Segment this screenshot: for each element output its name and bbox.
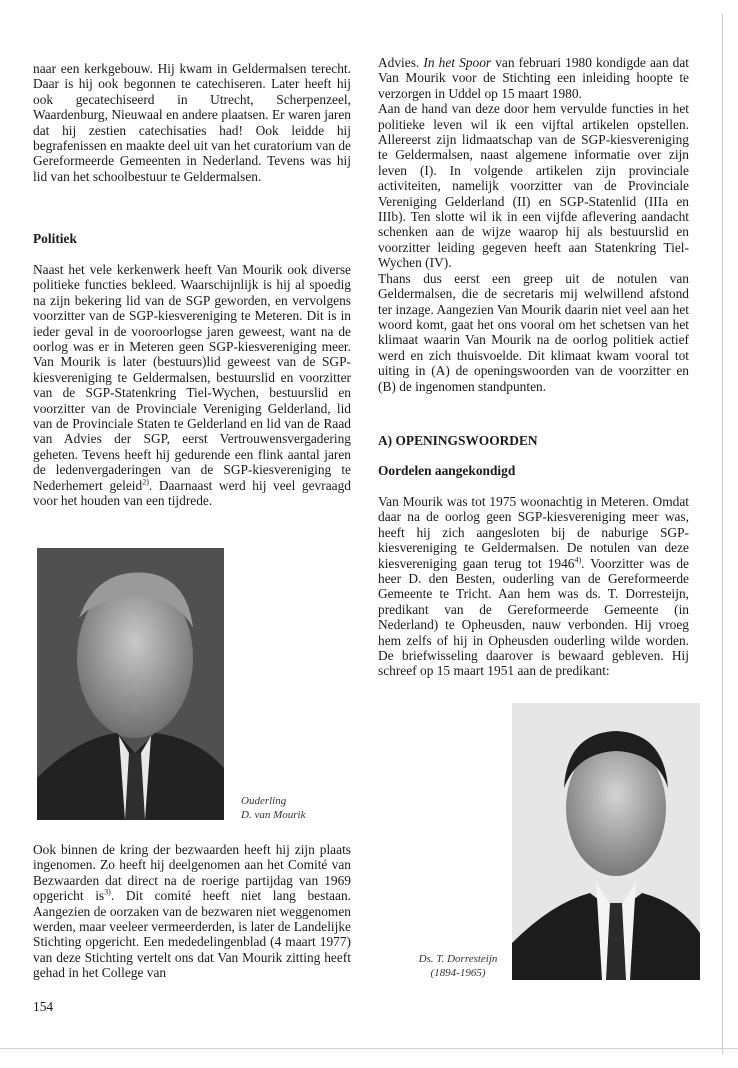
- left-comite-paragraph: Ook binnen de kring der bezwaarden heeft hij zijn plaats ingenomen. Zo heeft hij deelgenomen aan het Comité van Bezwaarden dat direct na de roerige partijdag van 1969 opgericht $is^{3)}$. Dit comité heeft niet lang bestaan. Aangezien de oorzaken van de bezwaren niet weggenomen werden, maar veeleer vermeerderden, is later de Landelijke Stichting opgericht. Een mededelingenblad (4 maart 1977) van deze Stichting vertelt ons dat Van Mourik zitting heeft gehad in het College van: [33, 842, 351, 981]
- left-politiek-paragraph: Naast het vele kerkenwerk heeft Van Mourik ook diverse politieke functies bekleed. Waarschijnlijk is hij al spoedig na zijn bekering lid van de SGP geworden, en vervolgens voorzitter van de SGP-kiesvereniging te Meteren. Dit is in ieder geval in de vooroorlogse jaren geweest, want na de oorlog was er in Meteren geen SGP-kiesvereniging meer. Van Mourik is later (bestuurs)lid geweest van de SGP-kiesvereniging te Geldermalsen, bestuurslid en voorzitter van de SGP-Statenkring Tiel-Wychen, bestuurslid en voorzitter van de Provinciale Vereniging Gelderland, lid van de Provinciale Staten te Gelderland en lid van de Raad van Advies der SGP, eerst Vertrouwensvergadering geheten. Tevens heeft hij gedurende een flink aantal jaren de ledenvergaderingen van de SGP-kiesvereniging te Nederhemert geleid$^{2)}$. Daarnaast werd hij veel gevraagd voor het houden van een tijdrede.: [33, 262, 351, 509]
- right-articles-paragraph: Aan de hand van deze door hem vervulde functies in het politieke leven wil ik een vijftal artikelen opstellen. Allereerst zijn lidmaatschap van de SGP-kiesvereniging te Geldermalsen, naast algemene informatie over zijn leven (I). In volgende artikelen zijn provinciale activiteiten, namelijk voorzitter van de Provinciale Vereniging Gelderland (II) en SGP-Statenlid (IIIa en IIIb). Ten slotte wil ik in een vijfde aflevering aandacht schenken aan de wijze waarop hij als bestuurslid en voorzitter leiding gegeven heeft aan Statenkring Tiel-Wychen (IV).: [378, 101, 689, 271]
- footnote-ref: 2): [142, 477, 149, 487]
- photo-caption-van-mourik: Ouderling D. van Mourik: [241, 795, 306, 821]
- right-meteren-paragraph: Van Mourik was tot 1975 woonachtig in Meteren. Omdat daar na de oorlog geen SGP-kiesvereniging meer was, heeft hij zich aangesloten bij de naburige SGP-kiesvereniging te Geldermalsen. De notulen van deze kiesvereniging gaan terug tot 1946$^{4)}$. Voorzitter was de heer D. den Besten, ouderling van de Gereformeerde Gemeente te Tricht. Aan hem was ds. T. Dorresteijn, predikant van de Gereformeerde Gemeente (in Nederland) te Opheusden, nauw verbonden. Hij vroeg hem zelfs of hij in Opheusden ouderling wilde worden. De briefwisseling daarover is bewaard gebleven. Hij schreef op 15 maart 1951 aan de predikant:: [378, 494, 689, 679]
- footnote-ref: 4): [574, 555, 582, 565]
- page-bottom-rule: [0, 1048, 738, 1049]
- heading-openingswoorden: A) OPENINGSWOORDEN: [378, 433, 538, 448]
- left-intro-paragraph: naar een kerkgebouw. Hij kwam in Geldermalsen terecht. Daar is hij ook begonnen te catechiseren. Later heeft hij ook gecatechiseerd in Utrecht, Scherpenzeel, Waardenburg, Nieuwaal en andere plaatsen. Er waren jaren dat hij zestien catechisaties had! Ook leidde hij begrafenissen en maakte deel uit van het curatorium van de Gereformeerde Gemeenten in Nederland. Tevens was hij lid van het schoolbestuur te Geldermalsen.: [33, 61, 351, 184]
- photo-caption-dorresteijn: Ds. T. Dorresteijn (1894-1965): [418, 953, 498, 979]
- page-edge-rule: [722, 14, 723, 1054]
- journal-title: In het Spoor: [423, 55, 492, 70]
- heading-oordelen-aangekondigd: Oordelen aangekondigd: [378, 463, 516, 478]
- right-notulen-paragraph: Thans dus eerst een greep uit de notulen van Geldermalsen, die de secretaris mij welwillend afstond ter inzage. Aangezien Van Mourik daarin niet veel aan het woord komt, gaat het ons vooral om het schetsen van het klimaat waarin Van Mourik na de oorlog politiek actief werd en zich thuisvoelde. Dit klimaat kwam vooral tot uiting in (A) de openingswoorden van de voorzitter en (B) de ingenomen standpunten.: [378, 270, 689, 394]
- photo-van-mourik: [37, 548, 224, 820]
- right-column-intro: Advies. In het Spoor van februari 1980 kondigde aan dat Van Mourik voor de Stichting een inleiding hoopte te verzorgen in Uddel op 15 maart 1980. Aan de hand van deze door hem vervulde functies in het politieke leven wil ik een vijftal artikelen opstellen. Allereerst zijn lidmaatschap van de SGP-kiesvereniging te Geldermalsen, naast algemene informatie over zijn leven (I). In volgende artikelen zijn provinciale activiteiten, namelijk voorzitter van de Provinciale Vereniging Gelderland (II) en SGP-Statenlid (IIIa en IIIb). Ten slotte wil ik in een vijfde aflevering aandacht schenken aan de wijze waarop hij als bestuurslid en voorzitter leiding gegeven heeft aan Statenkring Tiel-Wychen (IV). Thans dus eerst een greep uit de notulen van Geldermalsen, die de secretaris mij welwillend afstond ter inzage. Aangezien Van Mourik daarin niet veel aan het woord komt, gaat het ons vooral om het schetsen van het klimaat waarin Van Mourik na de oorlog politiek actief werd en zich thuisvoelde. Dit klimaat kwam vooral tot uiting in (A) de openingswoorden van de voorzitter en (B) de ingenomen standpunten.: [378, 55, 689, 394]
- footnote-ref: 3): [104, 887, 111, 897]
- heading-politiek: Politiek: [33, 231, 77, 246]
- photo-dorresteijn: [512, 703, 700, 980]
- portrait-illustration: [512, 703, 700, 980]
- portrait-illustration: [37, 548, 224, 820]
- page-number: 154: [33, 999, 54, 1014]
